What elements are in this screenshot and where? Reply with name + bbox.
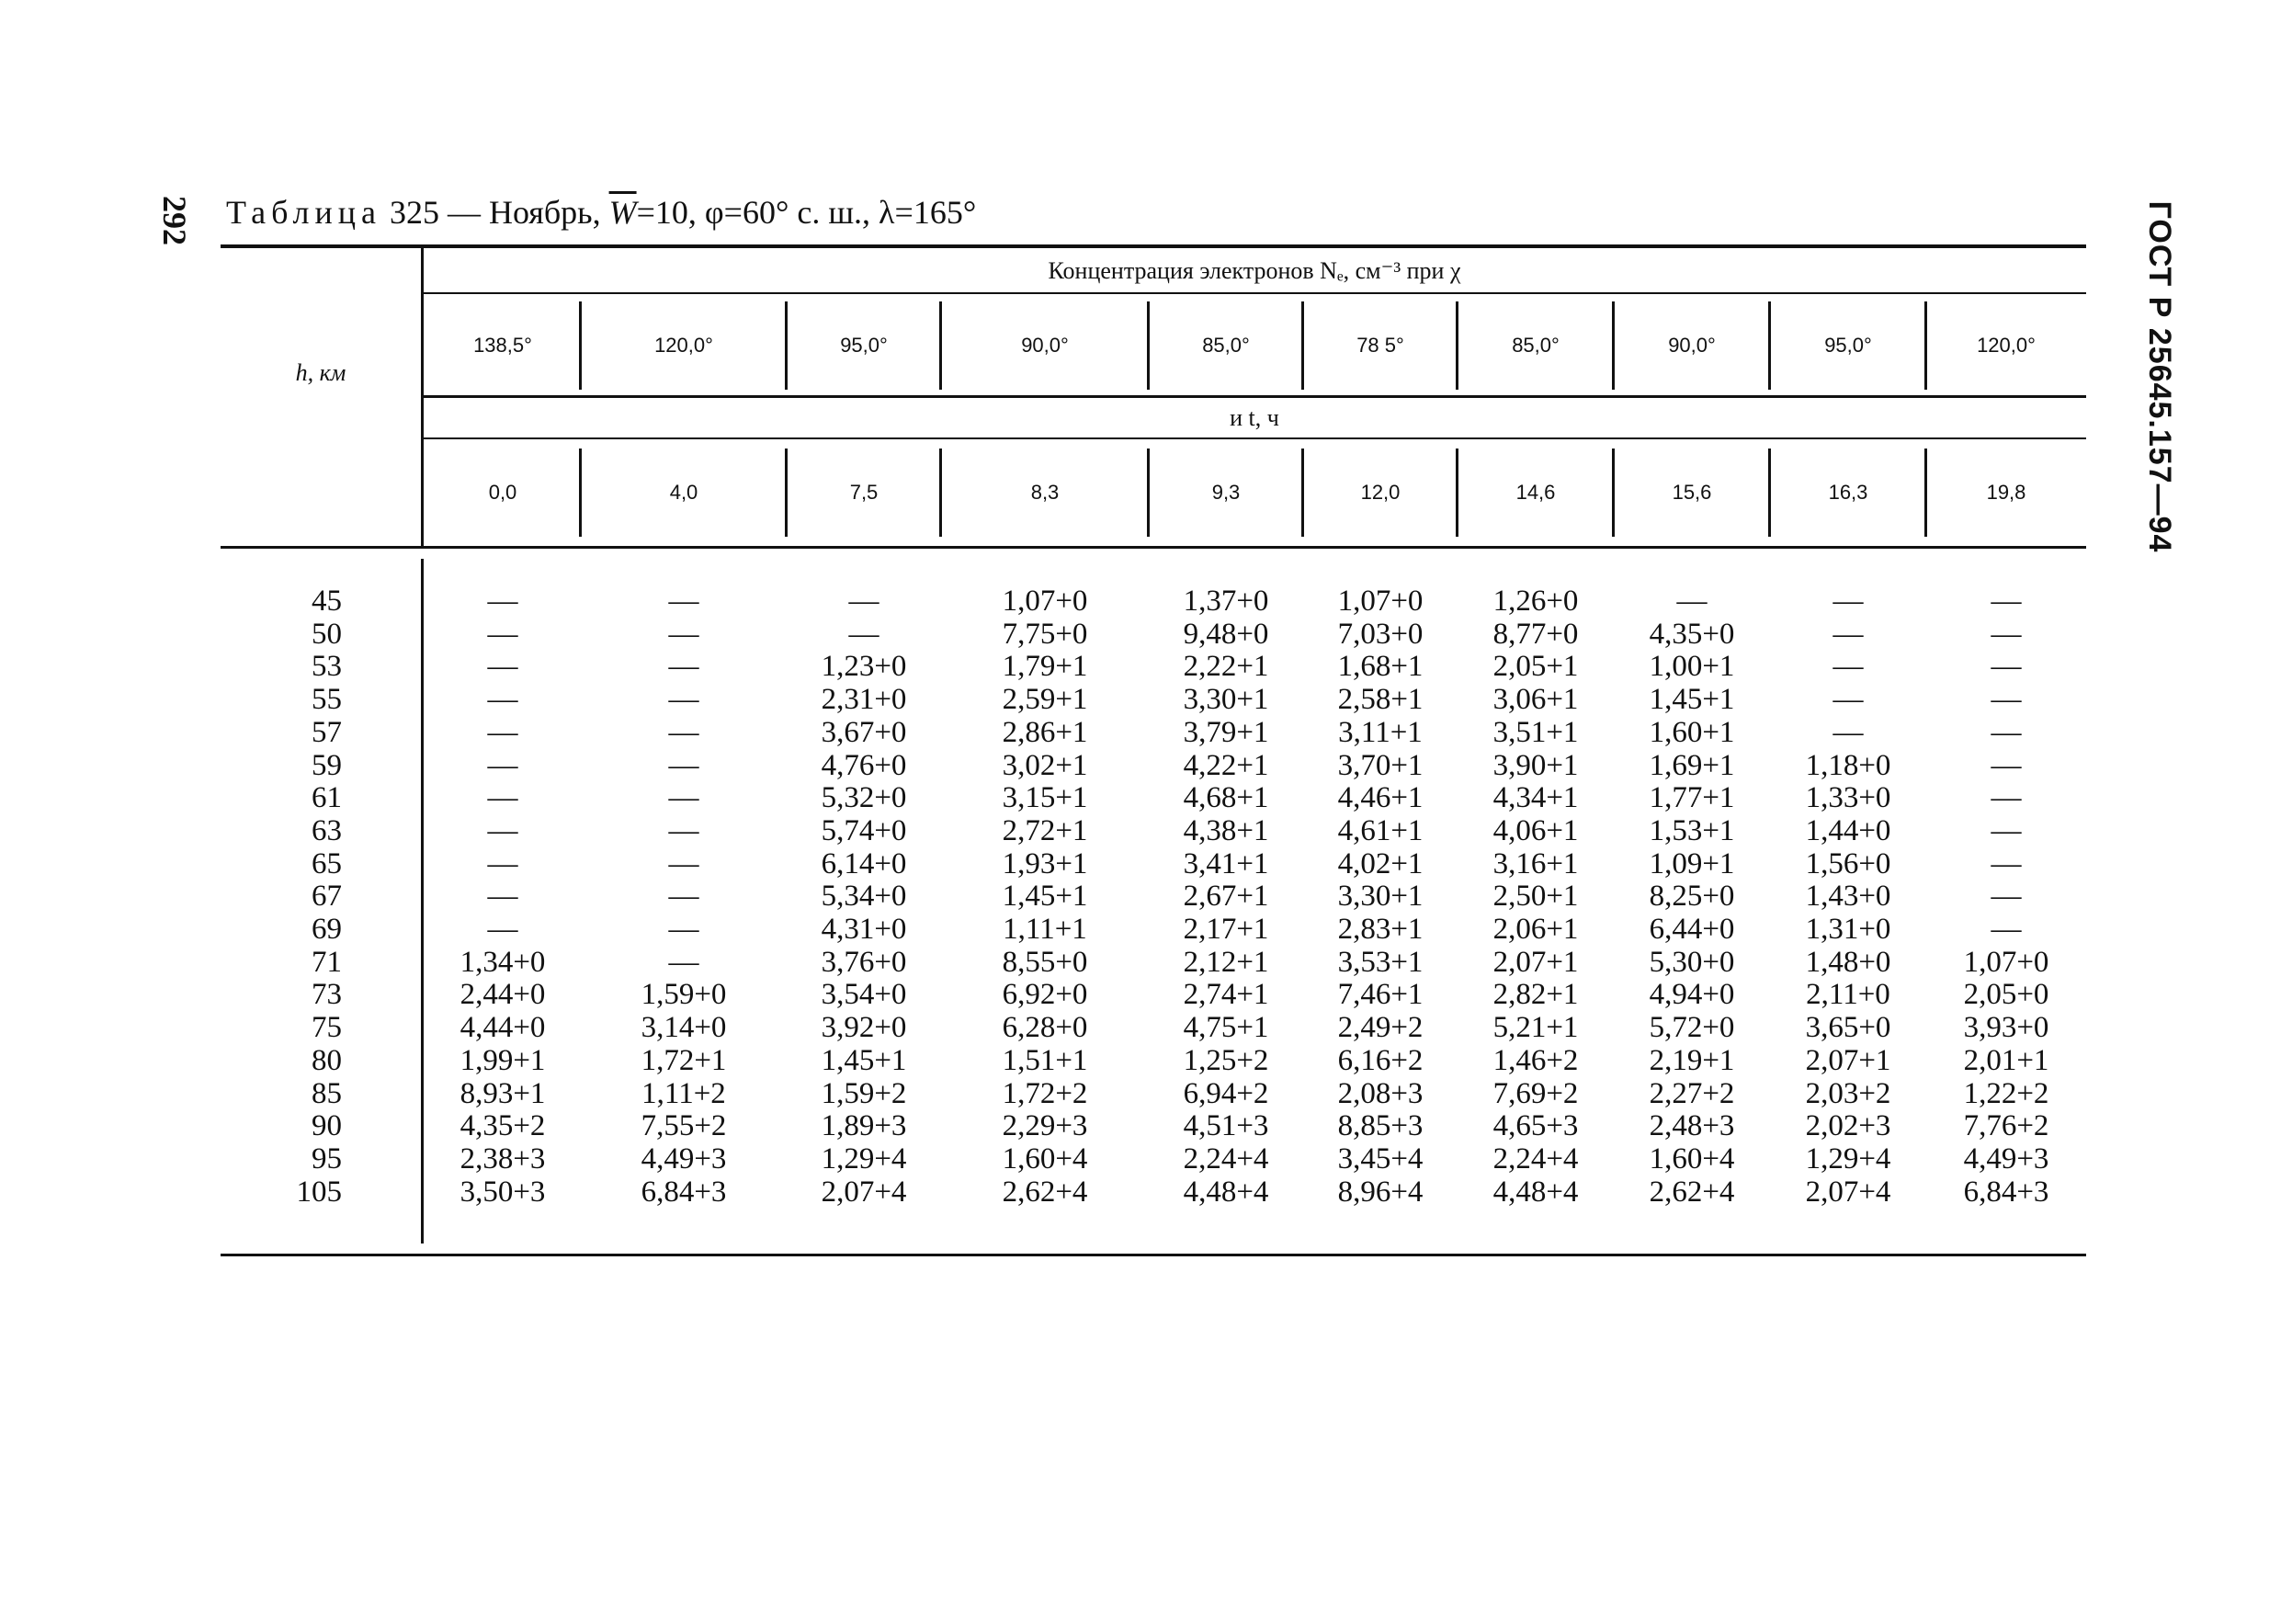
data-cell: 2,59+1 xyxy=(1002,683,1088,717)
data-cell: 1,48+0 xyxy=(1805,945,1891,979)
page-number: 292 xyxy=(156,196,193,245)
data-cell: 8,85+3 xyxy=(1337,1109,1424,1143)
data-cell: 6,16+2 xyxy=(1337,1043,1424,1077)
data-cell: 3,30+1 xyxy=(1337,880,1424,914)
data-cell: 7,75+0 xyxy=(1002,617,1088,651)
caption-label: Таблица xyxy=(226,194,381,231)
data-cell: 2,27+2 xyxy=(1649,1076,1735,1110)
data-cell: 8,96+4 xyxy=(1337,1175,1424,1209)
data-cell: 6,92+0 xyxy=(1002,978,1088,1012)
data-cell: 4,48+4 xyxy=(1492,1175,1579,1209)
data-cell: 1,56+0 xyxy=(1805,846,1891,880)
data-cell: — xyxy=(487,715,518,749)
table-top-rule xyxy=(221,244,2086,248)
time-header-cell: 0,0 xyxy=(488,481,517,504)
data-cell: 2,44+0 xyxy=(460,978,546,1012)
data-cell: 3,76+0 xyxy=(821,945,907,979)
data-cell: 4,51+3 xyxy=(1183,1109,1269,1143)
data-cell: 2,01+1 xyxy=(1963,1043,2049,1077)
data-cell: 4,34+1 xyxy=(1492,781,1579,815)
data-cell: 1,99+1 xyxy=(460,1043,546,1077)
data-cell: — xyxy=(487,846,518,880)
data-cell: 4,48+4 xyxy=(1183,1175,1269,1209)
data-cell: 3,30+1 xyxy=(1183,683,1269,717)
caption-rest-1: 325 — Ноябрь, xyxy=(389,194,601,231)
data-cell: 2,07+1 xyxy=(1492,945,1579,979)
data-cell: 4,49+3 xyxy=(641,1141,727,1175)
data-cell: — xyxy=(1676,585,1708,618)
row-height-cell: 90 xyxy=(312,1109,342,1143)
data-cell: 2,17+1 xyxy=(1183,913,1269,946)
data-cell: — xyxy=(668,683,699,717)
data-cell: 5,34+0 xyxy=(821,880,907,914)
caption-w-symbol: $\overline{W}$ xyxy=(608,194,637,231)
data-cell: 2,72+1 xyxy=(1002,813,1088,847)
data-cell: 1,79+1 xyxy=(1002,650,1088,684)
time-header-cell: 8,3 xyxy=(1030,481,1060,504)
time-header-cell: 9,3 xyxy=(1211,481,1241,504)
data-cell: 4,76+0 xyxy=(821,748,907,782)
data-cell: 4,06+1 xyxy=(1492,813,1579,847)
data-cell: — xyxy=(487,683,518,717)
row-height-cell: 65 xyxy=(312,846,342,880)
data-cell: 6,94+2 xyxy=(1183,1076,1269,1110)
row-height-cell: 69 xyxy=(312,913,342,946)
data-cell: 3,06+1 xyxy=(1492,683,1579,717)
data-cell: 2,29+3 xyxy=(1002,1109,1088,1143)
data-cell: — xyxy=(668,585,699,618)
row-height-cell: 45 xyxy=(312,585,342,618)
document-code: ГОСТ Р 25645.157—94 xyxy=(2142,200,2178,553)
row-height-cell: 73 xyxy=(312,978,342,1012)
row-height-cell: 105 xyxy=(296,1175,342,1209)
data-cell: — xyxy=(1991,781,2022,815)
data-cell: 7,03+0 xyxy=(1337,617,1424,651)
data-cell: — xyxy=(487,585,518,618)
data-cell: 5,21+1 xyxy=(1492,1011,1579,1045)
data-cell: 2,05+1 xyxy=(1492,650,1579,684)
data-cell: — xyxy=(848,617,879,651)
data-cell: 4,22+1 xyxy=(1183,748,1269,782)
table-bottom-rule xyxy=(221,1254,2086,1256)
data-cell: 3,11+1 xyxy=(1338,715,1423,749)
data-cell: 6,28+0 xyxy=(1002,1011,1088,1045)
data-cell: 4,38+1 xyxy=(1183,813,1269,847)
data-cell: 1,60+4 xyxy=(1649,1141,1735,1175)
data-cell: 7,46+1 xyxy=(1337,978,1424,1012)
time-header-cell: 12,0 xyxy=(1360,481,1401,504)
data-cell: — xyxy=(668,880,699,914)
data-cell: 2,86+1 xyxy=(1002,715,1088,749)
row-height-cell: 55 xyxy=(312,683,342,717)
time-header-cell: 4,0 xyxy=(669,481,698,504)
row-height-cell: 80 xyxy=(312,1043,342,1077)
h-column-label: h, км xyxy=(295,359,346,386)
data-cell: 1,37+0 xyxy=(1183,585,1269,618)
data-cell: 2,19+1 xyxy=(1649,1043,1735,1077)
data-cell: 1,11+1 xyxy=(1003,913,1087,946)
data-cell: — xyxy=(848,585,879,618)
data-cell: 2,06+1 xyxy=(1492,913,1579,946)
data-cell: 1,23+0 xyxy=(821,650,907,684)
data-cell: 1,18+0 xyxy=(1805,748,1891,782)
data-cell: — xyxy=(1832,650,1864,684)
data-cell: — xyxy=(487,813,518,847)
data-cell: 4,31+0 xyxy=(821,913,907,946)
data-cell: 3,67+0 xyxy=(821,715,907,749)
data-cell: 1,45+1 xyxy=(1649,683,1735,717)
row-height-cell: 71 xyxy=(312,945,342,979)
data-cell: 1,11+2 xyxy=(641,1076,726,1110)
data-cell: 5,30+0 xyxy=(1649,945,1735,979)
data-cell: 2,74+1 xyxy=(1183,978,1269,1012)
row-height-cell: 50 xyxy=(312,617,342,651)
data-cell: 2,67+1 xyxy=(1183,880,1269,914)
data-cell: 3,14+0 xyxy=(641,1011,727,1045)
data-cell: 2,11+0 xyxy=(1806,978,1890,1012)
data-cell: 1,59+2 xyxy=(821,1076,907,1110)
data-cell: — xyxy=(1991,913,2022,946)
data-cell: 2,49+2 xyxy=(1337,1011,1424,1045)
data-cell: 3,54+0 xyxy=(821,978,907,1012)
data-cell: 2,38+3 xyxy=(460,1141,546,1175)
data-cell: 9,48+0 xyxy=(1183,617,1269,651)
data-cell: 4,02+1 xyxy=(1337,846,1424,880)
time-header-cell: 16,3 xyxy=(1828,481,1868,504)
data-cell: 3,15+1 xyxy=(1002,781,1088,815)
data-cell: — xyxy=(1991,813,2022,847)
data-cell: 3,65+0 xyxy=(1805,1011,1891,1045)
data-cell: 4,61+1 xyxy=(1337,813,1424,847)
data-cell: — xyxy=(668,813,699,847)
data-cell: 1,51+1 xyxy=(1002,1043,1088,1077)
data-cell: 1,25+2 xyxy=(1183,1043,1269,1077)
data-cell: — xyxy=(1991,650,2022,684)
data-cell: — xyxy=(668,781,699,815)
data-cell: — xyxy=(1832,617,1864,651)
data-cell: — xyxy=(668,748,699,782)
data-cell: — xyxy=(487,913,518,946)
data-cell: 2,24+4 xyxy=(1183,1141,1269,1175)
data-cell: 2,07+1 xyxy=(1805,1043,1891,1077)
row-height-cell: 95 xyxy=(312,1141,342,1175)
data-cell: 5,72+0 xyxy=(1649,1011,1735,1045)
data-cell: 3,45+4 xyxy=(1337,1141,1424,1175)
data-cell: 2,50+1 xyxy=(1492,880,1579,914)
chi-header-cell: 138,5° xyxy=(473,334,532,357)
data-cell: 1,53+1 xyxy=(1649,813,1735,847)
data-cell: 1,89+3 xyxy=(821,1109,907,1143)
data-cell: 3,70+1 xyxy=(1337,748,1424,782)
data-cell: 1,68+1 xyxy=(1337,650,1424,684)
chi-header-cell: 95,0° xyxy=(840,334,888,357)
data-cell: 3,41+1 xyxy=(1183,846,1269,880)
data-cell: 6,84+3 xyxy=(1963,1175,2049,1209)
data-cell: 4,46+1 xyxy=(1337,781,1424,815)
data-cell: 7,55+2 xyxy=(641,1109,727,1143)
data-cell: 2,07+4 xyxy=(1805,1175,1891,1209)
data-cell: 4,65+3 xyxy=(1492,1109,1579,1143)
data-cell: 1,60+4 xyxy=(1002,1141,1088,1175)
chi-header-cell: 120,0° xyxy=(1977,334,2036,357)
data-cell: 2,12+1 xyxy=(1183,945,1269,979)
data-cell: — xyxy=(487,880,518,914)
data-cell: 1,00+1 xyxy=(1649,650,1735,684)
data-cell: 3,92+0 xyxy=(821,1011,907,1045)
data-cell: 4,94+0 xyxy=(1649,978,1735,1012)
data-cell: 1,72+2 xyxy=(1002,1076,1088,1110)
data-cell: 3,53+1 xyxy=(1337,945,1424,979)
rule-h-col-body xyxy=(421,559,424,1244)
data-cell: 2,02+3 xyxy=(1805,1109,1891,1143)
data-cell: 2,58+1 xyxy=(1337,683,1424,717)
data-cell: 2,07+4 xyxy=(821,1175,907,1209)
data-cell: 1,60+1 xyxy=(1649,715,1735,749)
data-cell: 3,93+0 xyxy=(1963,1011,2049,1045)
data-cell: — xyxy=(1991,585,2022,618)
rule-under-concentration xyxy=(423,292,2086,294)
data-cell: 8,77+0 xyxy=(1492,617,1579,651)
data-cell: 5,32+0 xyxy=(821,781,907,815)
data-cell: 2,24+4 xyxy=(1492,1141,1579,1175)
data-cell: — xyxy=(668,650,699,684)
data-cell: 3,51+1 xyxy=(1492,715,1579,749)
data-cell: 2,48+3 xyxy=(1649,1109,1735,1143)
chi-header-cell: 90,0° xyxy=(1021,334,1069,357)
data-cell: 7,69+2 xyxy=(1492,1076,1579,1110)
data-cell: 4,44+0 xyxy=(460,1011,546,1045)
data-cell: — xyxy=(668,945,699,979)
data-cell: 1,07+0 xyxy=(1337,585,1424,618)
caption-rest-2: =10, φ=60° с. ш., λ=165° xyxy=(636,194,977,231)
data-cell: 1,33+0 xyxy=(1805,781,1891,815)
concentration-label: Концентрация электронов Nₑ, см⁻³ при χ xyxy=(1048,257,1461,284)
data-cell: 4,35+0 xyxy=(1649,617,1735,651)
chi-header-cell: 95,0° xyxy=(1824,334,1872,357)
data-cell: 4,49+3 xyxy=(1963,1141,2049,1175)
data-cell: 2,62+4 xyxy=(1002,1175,1088,1209)
data-cell: 8,93+1 xyxy=(460,1076,546,1110)
row-height-cell: 57 xyxy=(312,715,342,749)
data-cell: 1,07+0 xyxy=(1963,945,2049,979)
data-cell: — xyxy=(668,715,699,749)
data-cell: 3,79+1 xyxy=(1183,715,1269,749)
data-cell: 3,50+3 xyxy=(460,1175,546,1209)
chi-header-cell: 120,0° xyxy=(654,334,713,357)
data-cell: 1,93+1 xyxy=(1002,846,1088,880)
data-cell: — xyxy=(1991,880,2022,914)
data-cell: — xyxy=(668,846,699,880)
data-cell: — xyxy=(487,748,518,782)
data-cell: — xyxy=(1991,846,2022,880)
data-cell: — xyxy=(487,781,518,815)
chi-header-cell: 85,0° xyxy=(1202,334,1250,357)
data-cell: — xyxy=(1832,683,1864,717)
data-cell: 2,03+2 xyxy=(1805,1076,1891,1110)
data-cell: 1,43+0 xyxy=(1805,880,1891,914)
row-height-cell: 53 xyxy=(312,650,342,684)
row-height-cell: 59 xyxy=(312,748,342,782)
data-cell: 1,07+0 xyxy=(1002,585,1088,618)
data-cell: 2,05+0 xyxy=(1963,978,2049,1012)
rule-under-time xyxy=(423,437,2086,439)
data-cell: 1,46+2 xyxy=(1492,1043,1579,1077)
chi-header-cell: 78 5° xyxy=(1356,334,1404,357)
data-cell: — xyxy=(1991,617,2022,651)
data-cell: 8,55+0 xyxy=(1002,945,1088,979)
data-cell: — xyxy=(487,617,518,651)
data-cell: — xyxy=(1832,585,1864,618)
data-cell: 1,44+0 xyxy=(1805,813,1891,847)
data-cell: — xyxy=(487,650,518,684)
time-label: и t, ч xyxy=(1230,404,1279,431)
data-cell: — xyxy=(1991,748,2022,782)
data-cell: 2,08+3 xyxy=(1337,1076,1424,1110)
data-cell: 5,74+0 xyxy=(821,813,907,847)
data-cell: 1,45+1 xyxy=(821,1043,907,1077)
time-header-cell: 14,6 xyxy=(1515,481,1556,504)
data-cell: 1,29+4 xyxy=(1805,1141,1891,1175)
data-cell: 6,14+0 xyxy=(821,846,907,880)
data-cell: 3,16+1 xyxy=(1492,846,1579,880)
data-cell: 8,25+0 xyxy=(1649,880,1735,914)
data-cell: 1,45+1 xyxy=(1002,880,1088,914)
data-cell: — xyxy=(668,617,699,651)
row-height-cell: 63 xyxy=(312,813,342,847)
data-cell: 6,44+0 xyxy=(1649,913,1735,946)
row-height-cell: 85 xyxy=(312,1076,342,1110)
data-cell: 4,75+1 xyxy=(1183,1011,1269,1045)
rule-under-header xyxy=(221,546,2086,549)
data-cell: 1,69+1 xyxy=(1649,748,1735,782)
data-cell: 1,29+4 xyxy=(821,1141,907,1175)
data-cell: 1,59+0 xyxy=(641,978,727,1012)
chi-header-cell: 90,0° xyxy=(1668,334,1716,357)
rule-under-chi xyxy=(423,395,2086,398)
data-cell: 1,31+0 xyxy=(1805,913,1891,946)
row-height-cell: 67 xyxy=(312,880,342,914)
data-cell: 1,72+1 xyxy=(641,1043,727,1077)
data-cell: 2,22+1 xyxy=(1183,650,1269,684)
row-height-cell: 75 xyxy=(312,1011,342,1045)
data-cell: — xyxy=(668,913,699,946)
time-header-cell: 7,5 xyxy=(849,481,879,504)
data-cell: 1,26+0 xyxy=(1492,585,1579,618)
data-cell: 1,09+1 xyxy=(1649,846,1735,880)
row-height-cell: 61 xyxy=(312,781,342,815)
data-cell: 1,34+0 xyxy=(460,945,546,979)
data-table xyxy=(221,244,2086,1255)
data-cell: 1,77+1 xyxy=(1649,781,1735,815)
time-header-cell: 15,6 xyxy=(1672,481,1712,504)
data-cell: — xyxy=(1832,715,1864,749)
data-cell: 4,35+2 xyxy=(460,1109,546,1143)
data-cell: 2,31+0 xyxy=(821,683,907,717)
data-cell: 3,90+1 xyxy=(1492,748,1579,782)
data-cell: 4,68+1 xyxy=(1183,781,1269,815)
data-cell: 6,84+3 xyxy=(641,1175,727,1209)
data-cell: 7,76+2 xyxy=(1963,1109,2049,1143)
data-cell: 2,83+1 xyxy=(1337,913,1424,946)
data-cell: 3,02+1 xyxy=(1002,748,1088,782)
data-cell: 2,62+4 xyxy=(1649,1175,1735,1209)
table-caption xyxy=(226,193,976,232)
data-cell: — xyxy=(1991,715,2022,749)
data-cell: 2,82+1 xyxy=(1492,978,1579,1012)
data-cell: 1,22+2 xyxy=(1963,1076,2049,1110)
data-cell: — xyxy=(1991,683,2022,717)
time-header-cell: 19,8 xyxy=(1986,481,2026,504)
chi-header-cell: 85,0° xyxy=(1512,334,1560,357)
